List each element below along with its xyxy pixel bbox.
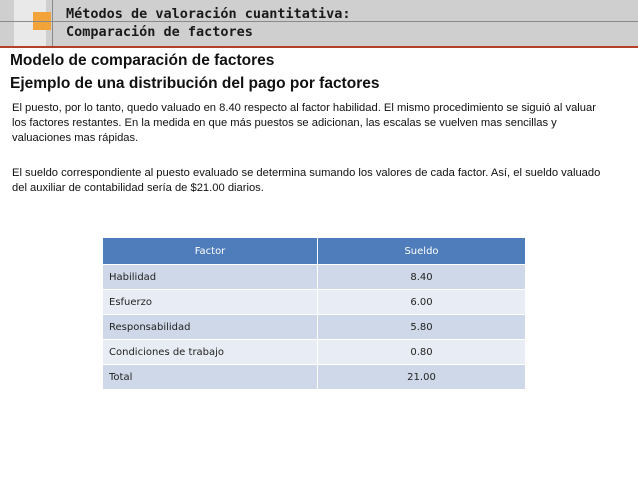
section-title: Modelo de comparación de factores: [10, 52, 275, 69]
cell-factor: Condiciones de trabajo: [103, 340, 318, 365]
header-title: [66, 5, 350, 41]
slide-header: [0, 0, 638, 48]
paragraph-1: El puesto, por lo tanto, quedo valuado en 8.40 respecto al factor habilidad. El mismo procedimiento se siguió al valuar los factores restantes. En la medida en que más puestos se adicionan, las escalas se vuelven mas sencillas y valuaciones mas rápidas.: [12, 102, 596, 144]
paragraph-2: El sueldo correspondiente al puesto evaluado se determina sumando los valores de cada factor. Así, el sueldo valuado del auxiliar de contabilidad sería de $21.00 diarios.: [12, 167, 601, 194]
table-row: [103, 315, 526, 340]
cell-factor: Responsabilidad: [103, 315, 318, 340]
table-row: [103, 290, 526, 315]
header-factor: Factor: [103, 238, 318, 265]
cell-sueldo: 6.00: [318, 290, 526, 315]
cell-factor: Total: [103, 365, 318, 390]
cell-factor: Habilidad: [103, 265, 318, 290]
cell-factor: Esfuerzo: [103, 290, 318, 315]
table-header-row: [103, 238, 526, 265]
header-vertical-rule: [52, 0, 53, 46]
header-title-line2: Comparación de factores: [66, 24, 253, 40]
cell-sueldo: 5.80: [318, 315, 526, 340]
table-row-total: [103, 365, 526, 390]
table-row: [103, 340, 526, 365]
factor-table: [102, 237, 526, 390]
cell-sueldo: 21.00: [318, 365, 526, 390]
cell-sueldo: 0.80: [318, 340, 526, 365]
cell-sueldo: 8.40: [318, 265, 526, 290]
header-sueldo: Sueldo: [318, 238, 526, 265]
subtitle: Ejemplo de una distribución del pago por factores: [10, 75, 380, 92]
header-title-line1: Métodos de valoración cuantitativa:: [66, 6, 351, 22]
table-row: [103, 265, 526, 290]
